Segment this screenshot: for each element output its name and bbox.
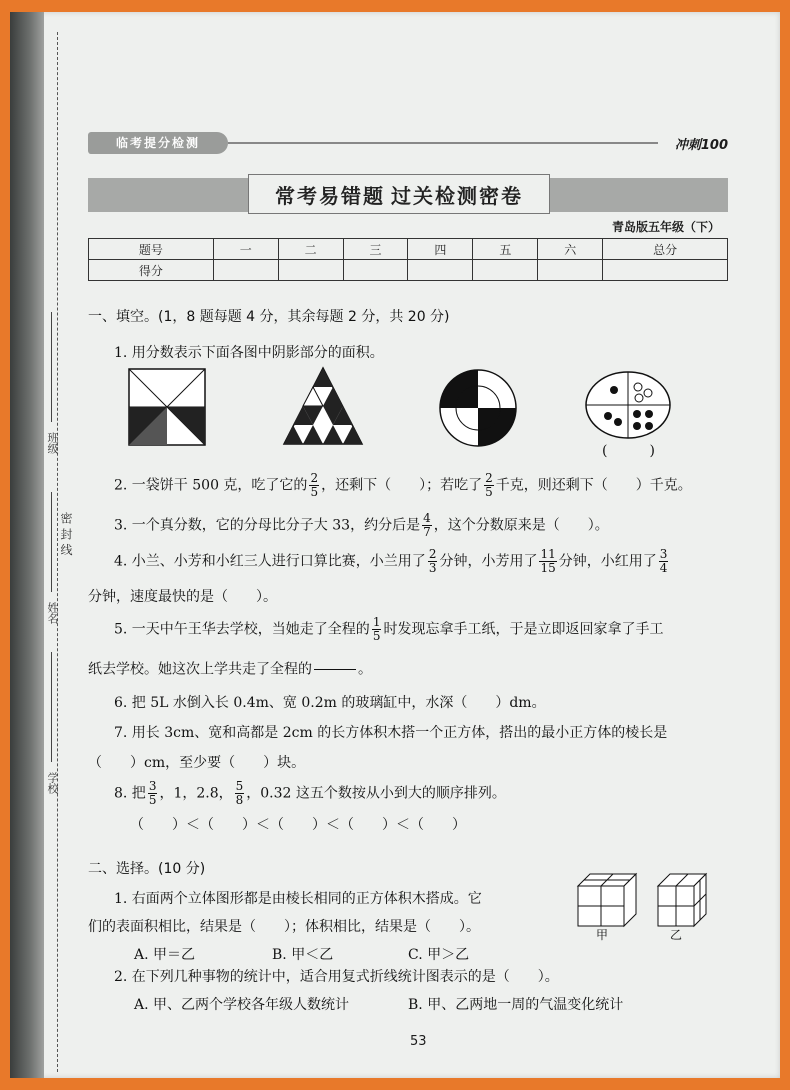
fraction: $\frac{3}{5}$ — [148, 779, 157, 807]
choice-question-2: 2. 在下列几种事物的统计中，适合用复式折线统计图表示的是（ ）。 — [114, 969, 559, 985]
question-3: 3. 一个真分数，它的分母比分子大 33，约分后是 $\frac{4}{7}$ ，这个分数原来是（ ）。 — [114, 511, 609, 539]
table-cell: 一 — [213, 239, 278, 260]
ordering-blanks[interactable]: （ ）＜（ ）＜（ ）＜（ ）＜（ ） — [130, 817, 466, 833]
choice-question-1-cont: 们的表面积相比，结果是（ ）；体积相比，结果是（ ）。 — [88, 919, 480, 935]
page-title — [248, 174, 550, 214]
fraction: $\frac{1}{5}$ — [372, 615, 381, 643]
fraction: $\frac{2}{5}$ — [485, 471, 493, 499]
page-gutter-shadow — [10, 12, 44, 1078]
circle-figure — [438, 368, 518, 448]
choice-question-1: 1. 右面两个立体图形都是由棱长相同的正方体积木搭成。它 — [114, 891, 482, 907]
edition-label: 青岛版五年级（下） — [611, 220, 720, 234]
table-cell: 三 — [343, 239, 408, 260]
question-5-cont: 纸去学校。她这次上学共走了全程的 。 — [88, 656, 372, 683]
question-4: 4. 小兰、小芳和小红三人进行口算比赛，小兰用了 $\frac{2}{3}$ 分钟，小芳用了 $\frac{11}{15}$ 分钟，小红用了 $\frac{3}{4}$ — [114, 547, 668, 575]
fraction: $\frac{2}{3}$ — [428, 547, 437, 575]
table-cell: 题号 — [89, 239, 214, 260]
title-light: 过关检测密卷 — [391, 183, 523, 208]
score-table-score-row — [89, 260, 728, 281]
table-cell: 五 — [473, 239, 538, 260]
question-2 — [114, 472, 692, 499]
oval-dots-figure — [584, 370, 672, 440]
exam-badge: 临考提分检测 — [88, 132, 228, 154]
fraction: $\frac{3}{4}$ — [659, 547, 668, 575]
table-cell: 二 — [278, 239, 343, 260]
class-write-line — [51, 312, 52, 422]
question-text: 千克，则还剩下（ ）千克。 — [495, 477, 692, 494]
seal-label: 密 封 线 — [59, 512, 73, 556]
score-cell[interactable] — [343, 260, 408, 281]
binding-margin — [10, 12, 72, 1078]
table-cell: 六 — [538, 239, 603, 260]
question-8: 8. 把 $\frac{3}{5}$ ，1，2.8， $\frac{5}{8}$ ，0.32 这五个数按从小到大的顺序排列。 — [114, 779, 506, 807]
question-6: 6. 把 5L 水倒入长 0.4m、宽 0.2m 的玻璃缸中，水深（ ）dm。 — [114, 695, 546, 711]
figure-label-jia: 甲 — [596, 928, 609, 942]
score-cell[interactable] — [473, 260, 538, 281]
brand-logo: 冲刺100 — [674, 138, 728, 153]
score-cell[interactable] — [278, 260, 343, 281]
fraction: $\frac{5}{8}$ — [235, 779, 244, 807]
score-cell[interactable] — [538, 260, 603, 281]
name-label: 姓名 — [46, 602, 59, 624]
score-table-header-row — [89, 239, 728, 260]
option-a[interactable]: A. 甲、乙两个学校各年级人数统计 — [134, 997, 350, 1013]
fraction: $\frac{11}{15}$ — [540, 547, 556, 575]
fraction-blank[interactable] — [314, 656, 356, 683]
table-cell: 四 — [408, 239, 473, 260]
figure-label-yi: 乙 — [670, 928, 683, 942]
question-1: 1. 用分数表示下面各图中阴影部分的面积。 — [114, 345, 384, 361]
exam-page — [10, 12, 780, 1078]
table-cell: 总分 — [603, 239, 728, 260]
school-write-line — [51, 652, 52, 762]
question-5: 5. 一天中午王华去学校，当她走了全程的 $\frac{1}{5}$ 时发现忘拿手工纸，于是立即返回家拿了手工 — [114, 615, 664, 643]
header-band — [88, 132, 728, 174]
fraction: $\frac{2}{5}$ — [310, 471, 319, 499]
section1-heading: 一、填空。(1，8 题每题 4 分，其余每题 2 分，共 20 分) — [88, 309, 450, 325]
question-4-cont: 分钟，速度最快的是（ ）。 — [88, 589, 277, 605]
score-table — [88, 238, 728, 281]
score-cell[interactable] — [603, 260, 728, 281]
header-rule — [228, 142, 658, 144]
answer-blank[interactable]: ( ) — [602, 443, 655, 459]
option-b[interactable]: B. 甲、乙两地一周的气温变化统计 — [408, 997, 624, 1013]
triangle-figure — [282, 366, 364, 446]
square-diagonal-figure — [128, 368, 206, 446]
option-c[interactable]: C. 甲＞乙 — [408, 947, 470, 963]
section2-heading: 二、选择。(10 分) — [88, 861, 206, 877]
fraction: $\frac{4}{7}$ — [423, 511, 431, 539]
cube-figure-jia — [576, 872, 638, 928]
question-text: ，还剩下（ ）；若吃了 — [321, 477, 483, 494]
score-cell[interactable] — [408, 260, 473, 281]
title-strong: 常考易错题 — [275, 183, 385, 208]
question-text: 2. 一袋饼干 500 克，吃了它的 — [114, 477, 308, 494]
score-cell[interactable] — [213, 260, 278, 281]
question-7: 7. 用长 3cm、宽和高都是 2cm 的长方体积木搭一个正方体，搭出的最小正方体的棱长是 — [114, 725, 668, 741]
page-number: 53 — [410, 1034, 427, 1049]
cube-figure-yi — [656, 872, 708, 928]
name-write-line — [51, 492, 52, 592]
class-label: 班级 — [46, 432, 59, 454]
title-bar — [88, 178, 728, 212]
school-label: 学校 — [46, 772, 59, 794]
table-cell: 得分 — [89, 260, 214, 281]
option-b[interactable]: B. 甲＜乙 — [272, 947, 334, 963]
question-7-cont: （ ）cm，至少要（ ）块。 — [88, 755, 306, 771]
option-a[interactable]: A. 甲＝乙 — [134, 947, 196, 963]
